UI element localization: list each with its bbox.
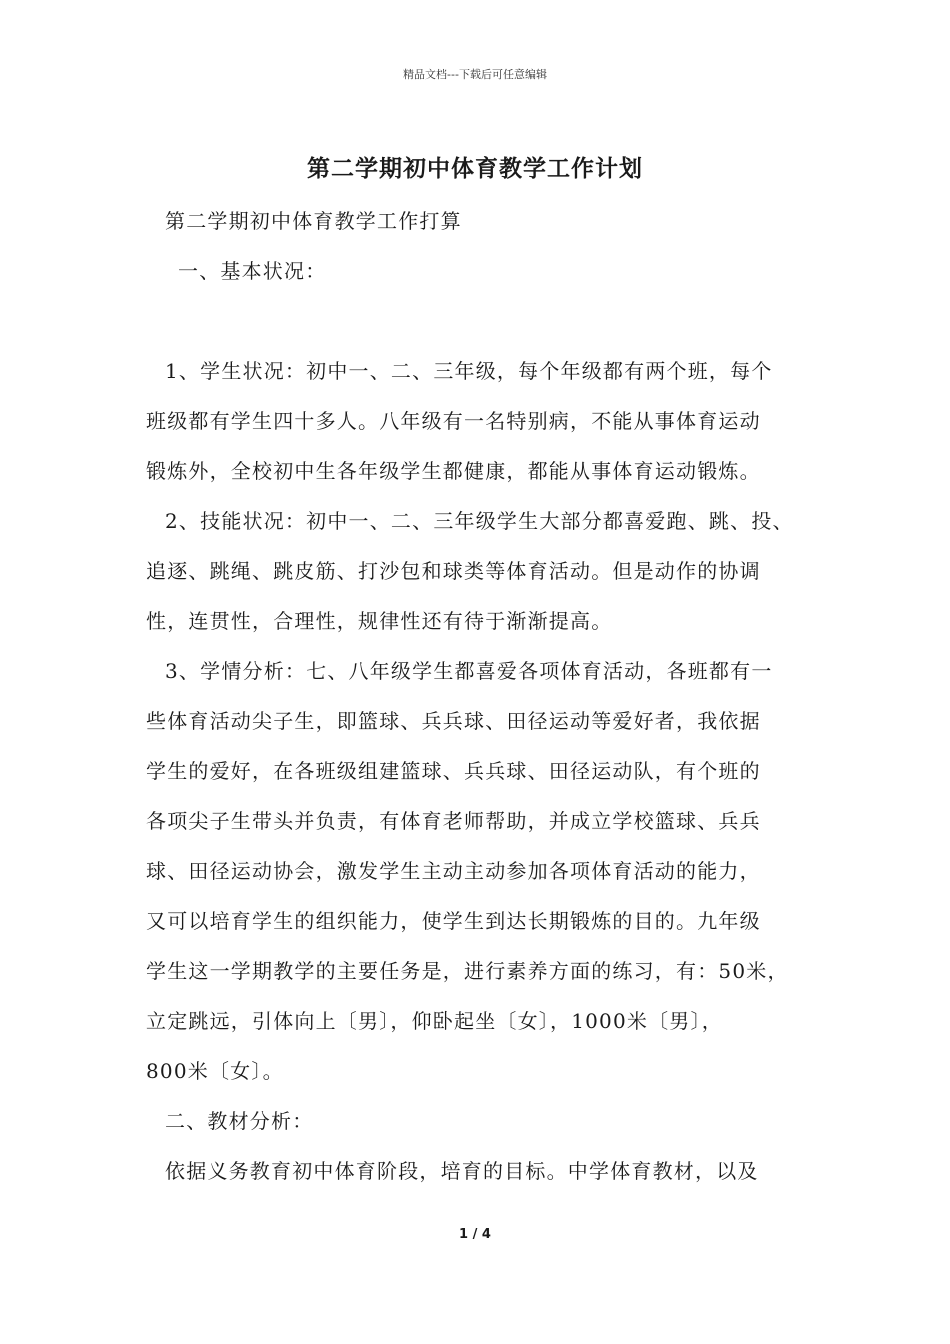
body-line-9: 3、学情分析：七、八年级学生都喜爱各项体育活动，各班都有一 [165, 659, 773, 683]
body-line-8: 性，连贯性，合理性，规律性还有待于渐渐提高。 [146, 609, 613, 633]
body-line-6: 2、技能状况：初中一、二、三年级学生大部分都喜爱跑、跳、投、 [165, 509, 794, 533]
body-line-7: 追逐、跳绳、跳皮筋、打沙包和球类等体育活动。但是动作的协调 [146, 559, 761, 583]
body-line-12: 各项尖子生带头并负责，有体育老师帮助，并成立学校篮球、兵兵 [146, 809, 761, 833]
page-number: 1 / 4 [459, 1227, 491, 1242]
body-line-5: 锻炼外，全校初中生各年级学生都健康，都能从事体育运动锻炼。 [146, 459, 761, 483]
body-line-1: 第二学期初中体育教学工作打算 [165, 209, 462, 233]
body-line-11: 学生的爱好，在各班级组建篮球、兵兵球、田径运动队，有个班的 [146, 759, 761, 783]
body-line-19: 依据义务教育初中体育阶段，培育的目标。中学体育教材，以及 [165, 1159, 759, 1183]
body-line-17: 800米〔女〕。 [146, 1059, 284, 1083]
document-title: 第二学期初中体育教学工作计划 [307, 155, 643, 182]
page-header: 精品文档---下载后可任意编辑 [403, 68, 547, 81]
body-line-10: 些体育活动尖子生，即篮球、兵兵球、田径运动等爱好者，我依据 [146, 709, 761, 733]
body-line-14: 又可以培育学生的组织能力，使学生到达长期锻炼的目的。九年级 [146, 909, 761, 933]
body-line-2: 一、基本状况： [178, 259, 327, 283]
body-line-18: 二、教材分析： [165, 1109, 314, 1133]
body-line-4: 班级都有学生四十多人。八年级有一名特别病，不能从事体育运动 [146, 409, 761, 433]
body-line-15: 学生这一学期教学的主要任务是，进行素养方面的练习，有：50米， [146, 959, 789, 983]
body-line-3: 1、学生状况：初中一、二、三年级，每个年级都有两个班，每个 [165, 359, 773, 383]
body-line-13: 球、田径运动协会，激发学生主动主动参加各项体育活动的能力， [146, 859, 761, 883]
body-line-16: 立定跳远，引体向上〔男〕，仰卧起坐〔女〕，1000米〔男〕， [146, 1009, 723, 1033]
